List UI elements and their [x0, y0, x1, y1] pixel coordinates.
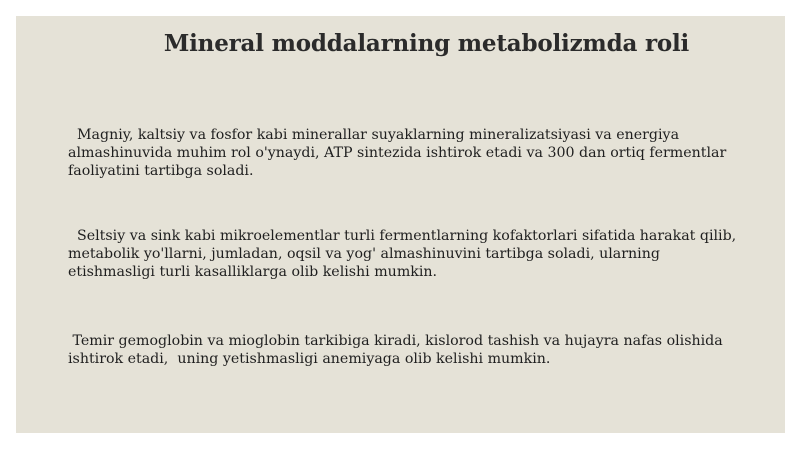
slide	[16, 16, 785, 433]
slide-title: Mineral moddalarning metabolizmda roli	[163, 30, 690, 57]
paragraph-microelements: Seltsiy va sink kabi mikroelementlar turli fermentlarning kofaktorlari sifatida harakat qilib, metabolik yo'llarni, jumladan, oqsil va yog' almashinuvini tartibga soladi, ularning etishmasligi turli kasalliklarga olib kelishi mumkin.	[68, 228, 737, 280]
paragraph-iron: Temir gemoglobin va mioglobin tarkibiga kiradi, kislorod tashish va hujayra nafas olishida ishtirok etadi, uning yetishmasligi anemiyaga olib kelishi mumkin.	[68, 333, 723, 367]
paragraph-minerals: Magniy, kaltsiy va fosfor kabi minerallar suyaklarning mineralizatsiyasi va energiya almashinuvida muhim rol o'ynaydi, ATP sintezida ishtirok etadi va 300 dan ortiq fermentlar faoliyatini tartibga soladi.	[68, 127, 727, 179]
